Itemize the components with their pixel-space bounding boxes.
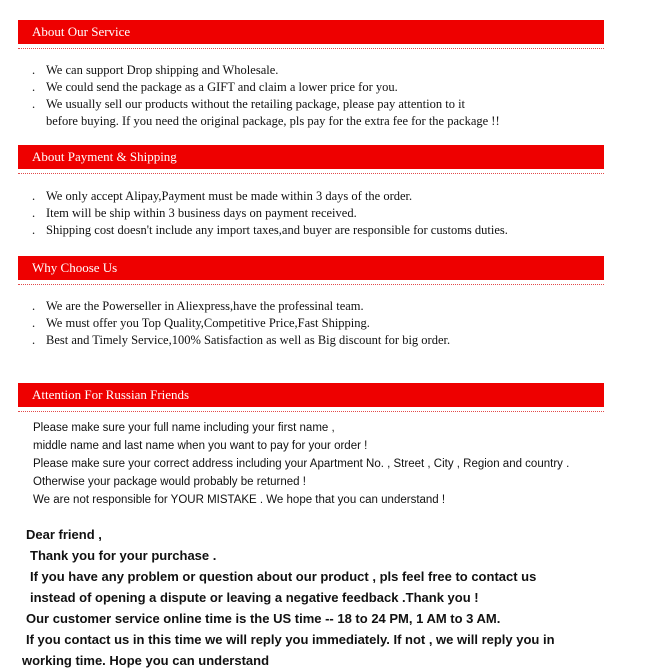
letter-line: If you contact us in this time we will reply you immediately. If not , we will reply you in [26,632,555,647]
russian-header: Attention For Russian Friends [18,383,604,407]
bullet: . [32,316,36,330]
letter-line: Thank you for your purchase . [30,548,217,563]
list-item-continuation: before buying. If you need the original package, pls pay for the extra fee for the package !! [46,114,500,128]
payment-divider [18,173,604,174]
list-item: . Item will be ship within 3 business days on payment received. [32,206,357,220]
why-header: Why Choose Us [18,256,604,280]
notice-line: middle name and last name when you want to pay for your order ! [33,440,368,452]
list-item: . We can support Drop shipping and Wholesale. [32,63,279,77]
service-list [18,62,604,130]
notice-line: Otherwise your package would probably be returned ! [33,476,306,488]
bullet: . [32,189,36,203]
bullet: . [32,333,36,347]
list-item: . We usually sell our products without the retailing package, please pay attention to it [32,97,466,111]
payment-section [18,145,604,239]
russian-notice [33,419,569,509]
letter-line: working time. Hope you can understand [22,653,270,668]
letter-line: instead of opening a dispute or leaving a negative feedback .Thank you ! [30,590,479,605]
list-item: . Shipping cost doesn't include any import taxes,and buyer are responsible for customs duties. [32,223,508,237]
letter-greeting: Dear friend , [26,527,102,542]
service-section [18,20,604,130]
why-section [18,256,604,349]
notice-line: We are not responsible for YOUR MISTAKE . We hope that you can understand ! [33,494,446,506]
list-item: . We could send the package as a GIFT and claim a lower price for you. [32,80,398,94]
letter-line: If you have any problem or question about our product , pls feel free to contact us [30,569,537,584]
notice-line: Please make sure your correct address including your Apartment No. , Street , City , Region and country . [33,458,570,470]
list-item: . We must offer you Top Quality,Competitive Price,Fast Shipping. [32,316,370,330]
list-item: . We only accept Alipay,Payment must be made within 3 days of the order. [32,189,413,203]
payment-header: About Payment & Shipping [18,145,604,169]
bullet: . [32,299,36,313]
russian-divider [18,411,604,412]
bullet: . [32,63,36,77]
why-list [18,298,604,349]
list-item: . Best and Timely Service,100% Satisfaction as well as Big discount for big order. [32,333,451,347]
bullet: . [32,80,36,94]
payment-list [18,188,604,239]
list-item: . We are the Powerseller in Aliexpress,have the professinal team. [32,299,364,313]
why-divider [18,284,604,285]
russian-section [18,383,604,412]
bullet: . [32,97,36,111]
bullet: . [32,223,36,237]
bullet: . [32,206,36,220]
notice-line: Please make sure your full name including your first name , [33,422,335,434]
service-header: About Our Service [18,20,604,44]
letter-line: Our customer service online time is the US time -- 18 to 24 PM, 1 AM to 3 AM. [26,611,501,626]
customer-letter [22,524,555,671]
service-divider [18,48,604,49]
